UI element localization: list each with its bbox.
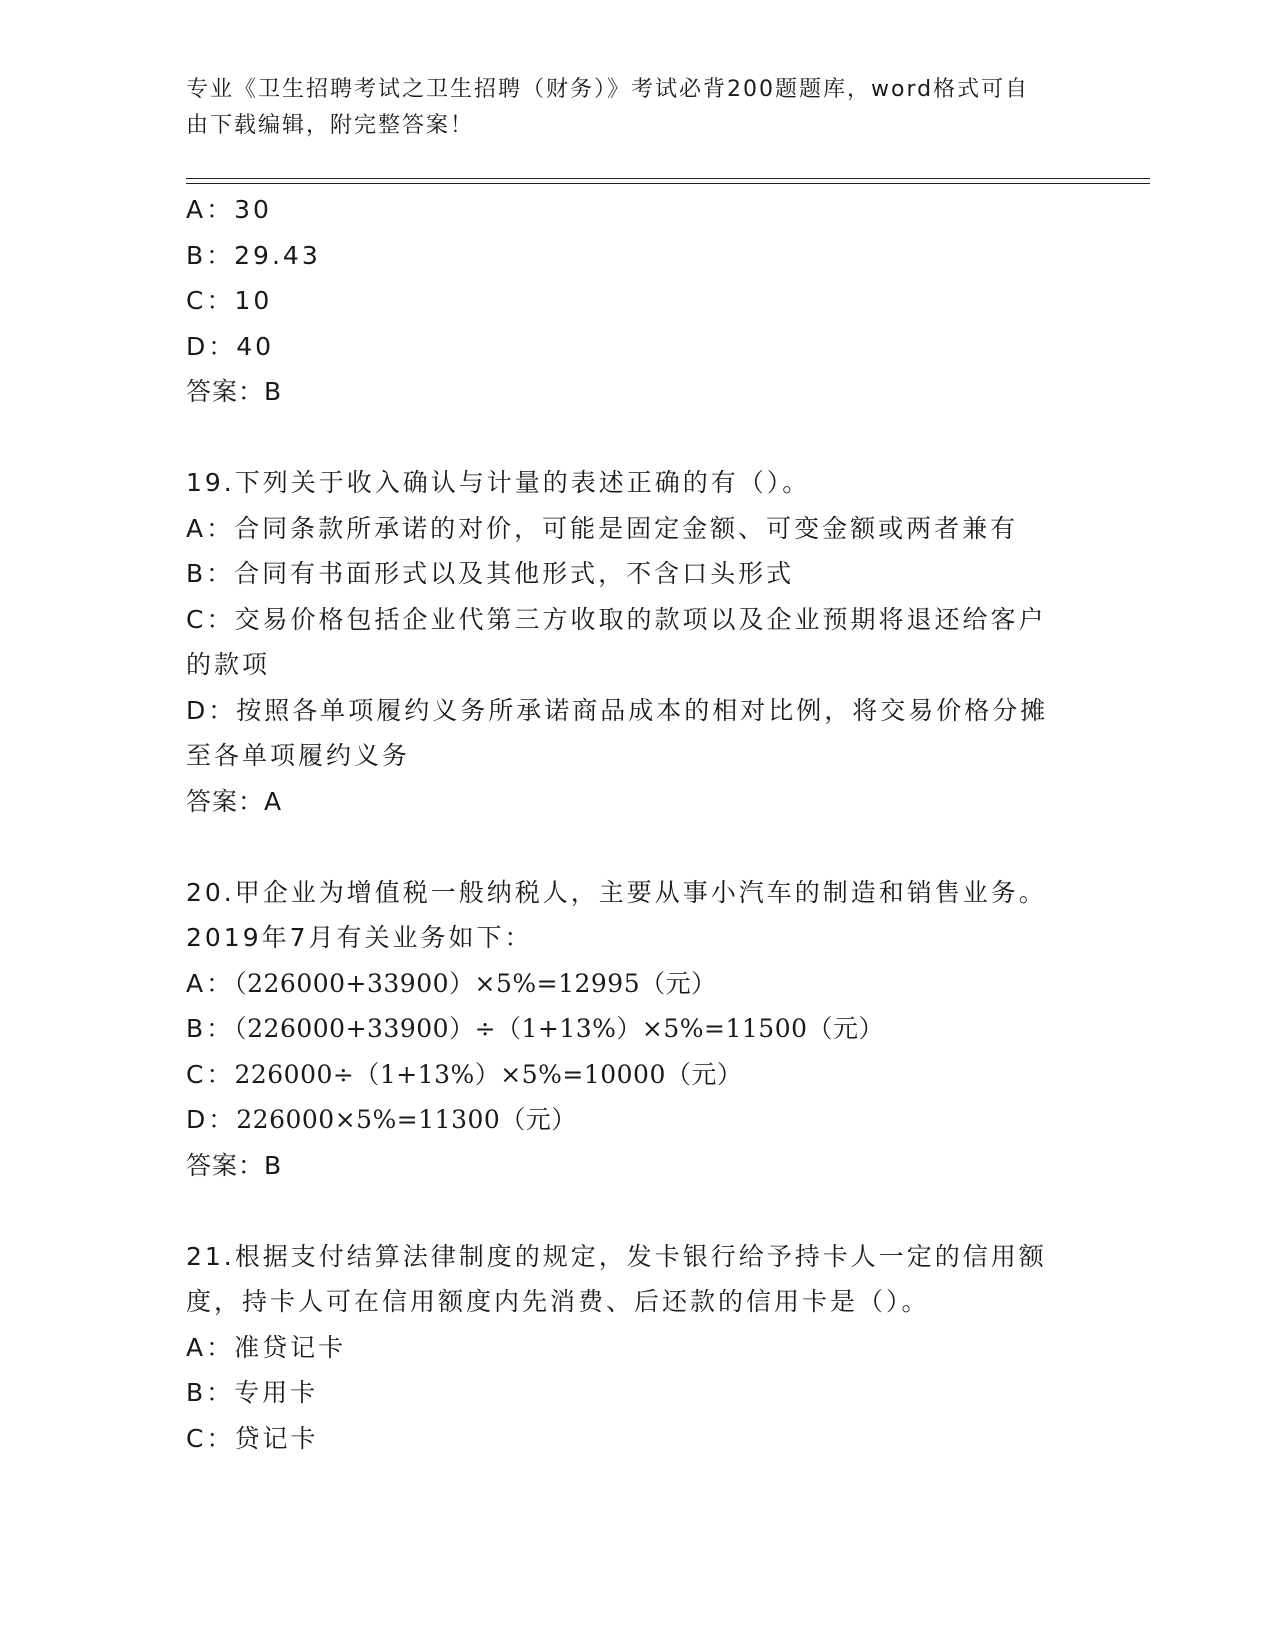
option-b-label: B： (186, 1014, 235, 1043)
answer: 答案：A (186, 786, 283, 816)
option-d-text: 226000×5%=11300（元） (236, 1105, 577, 1134)
option-c-line1: C：交易价格包括企业代第三方收取的款项以及企业预期将退还给客户 (186, 604, 1047, 634)
option-d-label: D： (186, 1105, 237, 1134)
option-c-label: C： (186, 1059, 235, 1089)
option-b: B：专用卡 (186, 1378, 319, 1407)
document-header (186, 72, 1066, 144)
question-19 (186, 460, 1086, 824)
option-c-text: 226000÷（1+13%）×5%=10000（元） (234, 1059, 743, 1089)
question-stem: 19.下列关于收入确认与计量的表述正确的有（）。 (186, 468, 811, 497)
header-rule-top (186, 178, 1150, 179)
option-b (186, 1006, 1086, 1052)
option-a (186, 961, 1086, 1007)
option-d: D：40 (186, 331, 275, 361)
option-d-line2: 至各单项履约义务 (186, 741, 411, 770)
question-stem-line2: 度，持卡人可在信用额度内先消费、后还款的信用卡是（）。 (186, 1287, 930, 1316)
question-stem-line1: 21.根据支付结算法律制度的规定，发卡银行给予持卡人一定的信用额 (186, 1241, 1047, 1271)
spacer (186, 415, 1086, 461)
header-title-line2: 由下载编辑，附完整答案！ (186, 113, 475, 138)
question-block-previous (186, 187, 1086, 415)
option-a-label: A： (186, 968, 235, 998)
option-d (186, 1097, 1086, 1143)
header-rule-bottom (186, 183, 1150, 184)
option-a: A：合同条款所承诺的对价，可能是固定金额、可变金额或两者兼有 (186, 513, 1019, 543)
question-content (186, 187, 1086, 1461)
answer: 答案：B (186, 377, 283, 406)
option-c-line2: 的款项 (186, 650, 271, 679)
option-a-text: （226000+33900）×5%=12995（元） (234, 968, 717, 998)
option-a: A：准贷记卡 (186, 1332, 347, 1362)
question-20 (186, 870, 1086, 1189)
answer: 答案：B (186, 1150, 283, 1180)
option-c (186, 1052, 1086, 1098)
header-title-line1: 专业《卫生招聘考试之卫生招聘（财务）》考试必背200题题库，word格式可自 (186, 77, 1030, 102)
option-b: B：29.43 (186, 240, 321, 270)
option-c: C：10 (186, 286, 273, 315)
spacer (186, 824, 1086, 870)
question-stem-line2: 2019年7月有关业务如下： (186, 923, 533, 952)
option-b: B：合同有书面形式以及其他形式，不含口头形式 (186, 559, 795, 588)
spacer (186, 1188, 1086, 1234)
option-a: A：30 (186, 195, 272, 224)
option-b-text: （226000+33900）÷（1+13%）×5%=11500（元） (234, 1014, 885, 1043)
question-21 (186, 1234, 1086, 1462)
option-c: C：贷记卡 (186, 1423, 319, 1453)
question-stem-line1: 20.甲企业为增值税一般纳税人，主要从事小汽车的制造和销售业务。 (186, 877, 1047, 907)
option-d-line1: D：按照各单项履约义务所承诺商品成本的相对比例，将交易价格分摊 (186, 695, 1049, 725)
